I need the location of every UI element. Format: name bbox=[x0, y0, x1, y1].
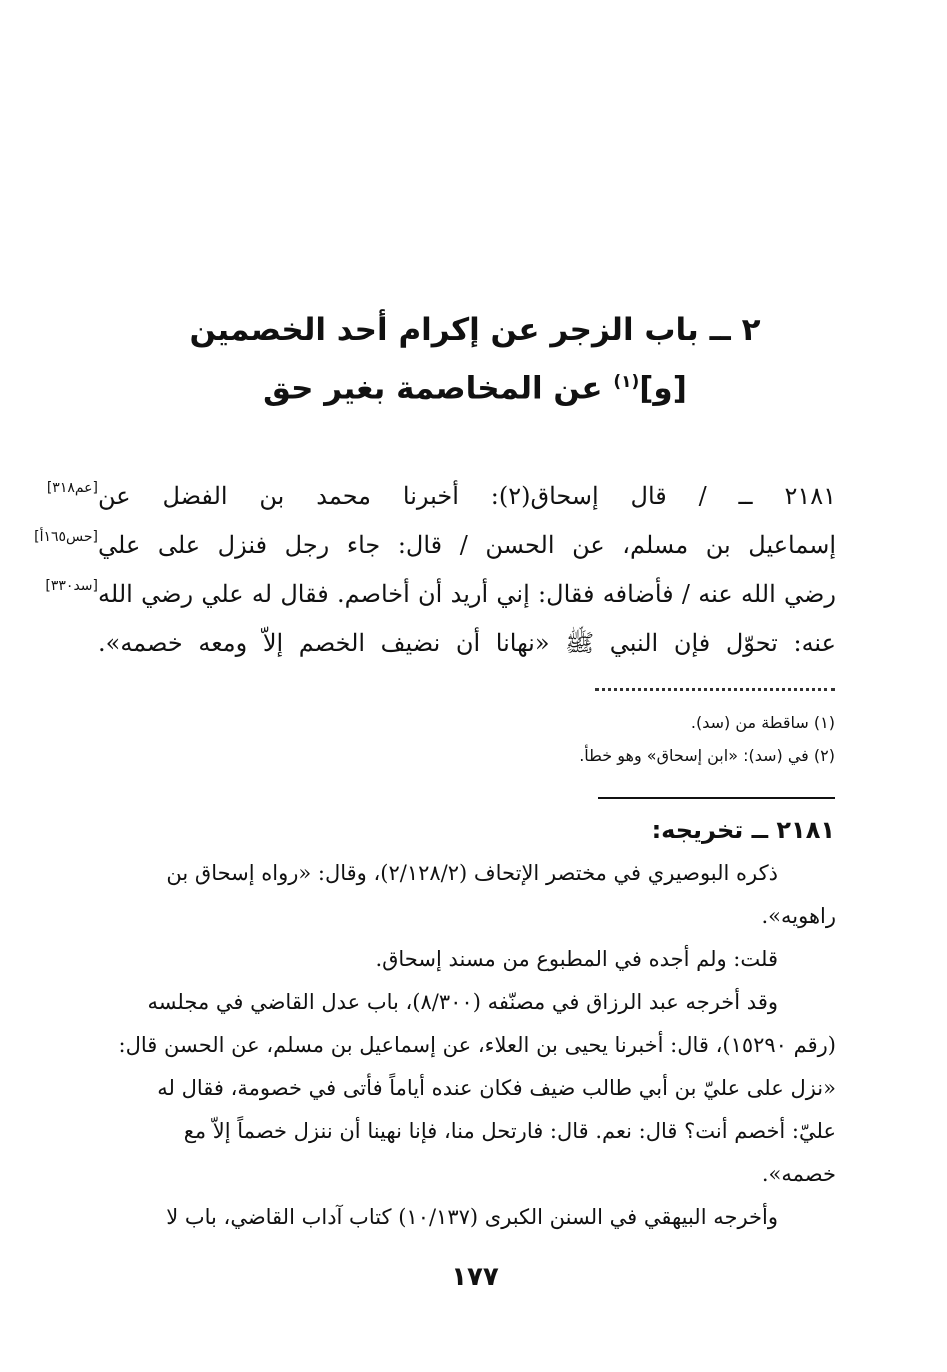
takhrij-paragraph: قلت: ولم أجده في المطبوع من مسند إسحاق. bbox=[375, 947, 778, 971]
hadith-line: عنه: تحوّل فإن النبي ﷺ «نهانا أن نضيف الخصم إلاّ ومعه خصمه». bbox=[98, 629, 836, 657]
page-number: ١٧٧ bbox=[451, 1262, 499, 1292]
takhrij-paragraph: وأخرجه البيهقي في السنن الكبرى (١٠/١٣٧) كتاب آداب القاضي، باب لا bbox=[166, 1205, 778, 1229]
takhrij-body bbox=[112, 852, 836, 1239]
section-divider bbox=[598, 797, 835, 799]
chapter-title-line1: ٢ ــ باب الزجر عن إكرام أحد الخصمين bbox=[189, 312, 761, 348]
manuscript-ref: [عم٣١٨] bbox=[46, 480, 98, 496]
footnotes bbox=[420, 706, 835, 772]
chapter-number: ٢ bbox=[741, 312, 761, 348]
footnote-separator bbox=[595, 688, 835, 695]
chapter-subtitle: عن المخاصمة بغير حق bbox=[263, 370, 603, 407]
chapter-title: باب الزجر عن إكرام أحد الخصمين bbox=[189, 312, 699, 348]
takhrij-paragraph: ذكره البوصيري في مختصر الإتحاف (٢/١٢٨/٢)، وقال: «رواه إسحاق بن راهويه». bbox=[166, 861, 836, 928]
hadith-line: إسماعيل بن مسلم، عن الحسن / قال: جاء رجل فنزل على علي [حس١٦٥أ] bbox=[98, 521, 836, 570]
takhrij-paragraph: وقد أخرجه عبد الرزاق في مصنّفه (٨/٣٠٠)، باب عدل القاضي في مجلسه (رقم ١٥٢٩٠)، قال: أخبرنا يحيى بن العلاء، عن إسماعيل بن مسلم، عن الحسن قال: «نزل على عليّ بن أبي طالب ضيف فكان عنده أياماً فأتى في خصومة، فقال له عليّ: أخصم أنت؟ قال: نعم. قال: فارتحل منا، فإنا نهينا أن ننزل خصماً إلاّ مع خصمه». bbox=[118, 990, 836, 1186]
takhrij-heading: ٢١٨١ ــ تخريجه: bbox=[651, 816, 835, 844]
manuscript-ref: [حس١٦٥أ] bbox=[34, 529, 98, 545]
footnote-item: (٢) في (سد): «ابن إسحاق» وهو خطأ. bbox=[579, 746, 835, 765]
hadith-line: ٢١٨١ ــ / قال إسحاق(٢): أخبرنا محمد بن الفضل عن [عم٣١٨] bbox=[98, 472, 836, 521]
hadith-text bbox=[34, 472, 837, 668]
footnote-item: (١) ساقطة من (سد). bbox=[690, 713, 835, 732]
chapter-title-prefix: [و] bbox=[639, 370, 687, 407]
footnote-marker: (١) bbox=[613, 372, 640, 392]
chapter-title-line2 bbox=[180, 356, 770, 414]
hadith-line: رضي الله عنه / فأضافه فقال: إني أريد أن أخاصم. فقال له علي رضي الله [سد٣٣٠] bbox=[98, 570, 836, 619]
manuscript-ref: [سد٣٣٠] bbox=[45, 578, 98, 594]
